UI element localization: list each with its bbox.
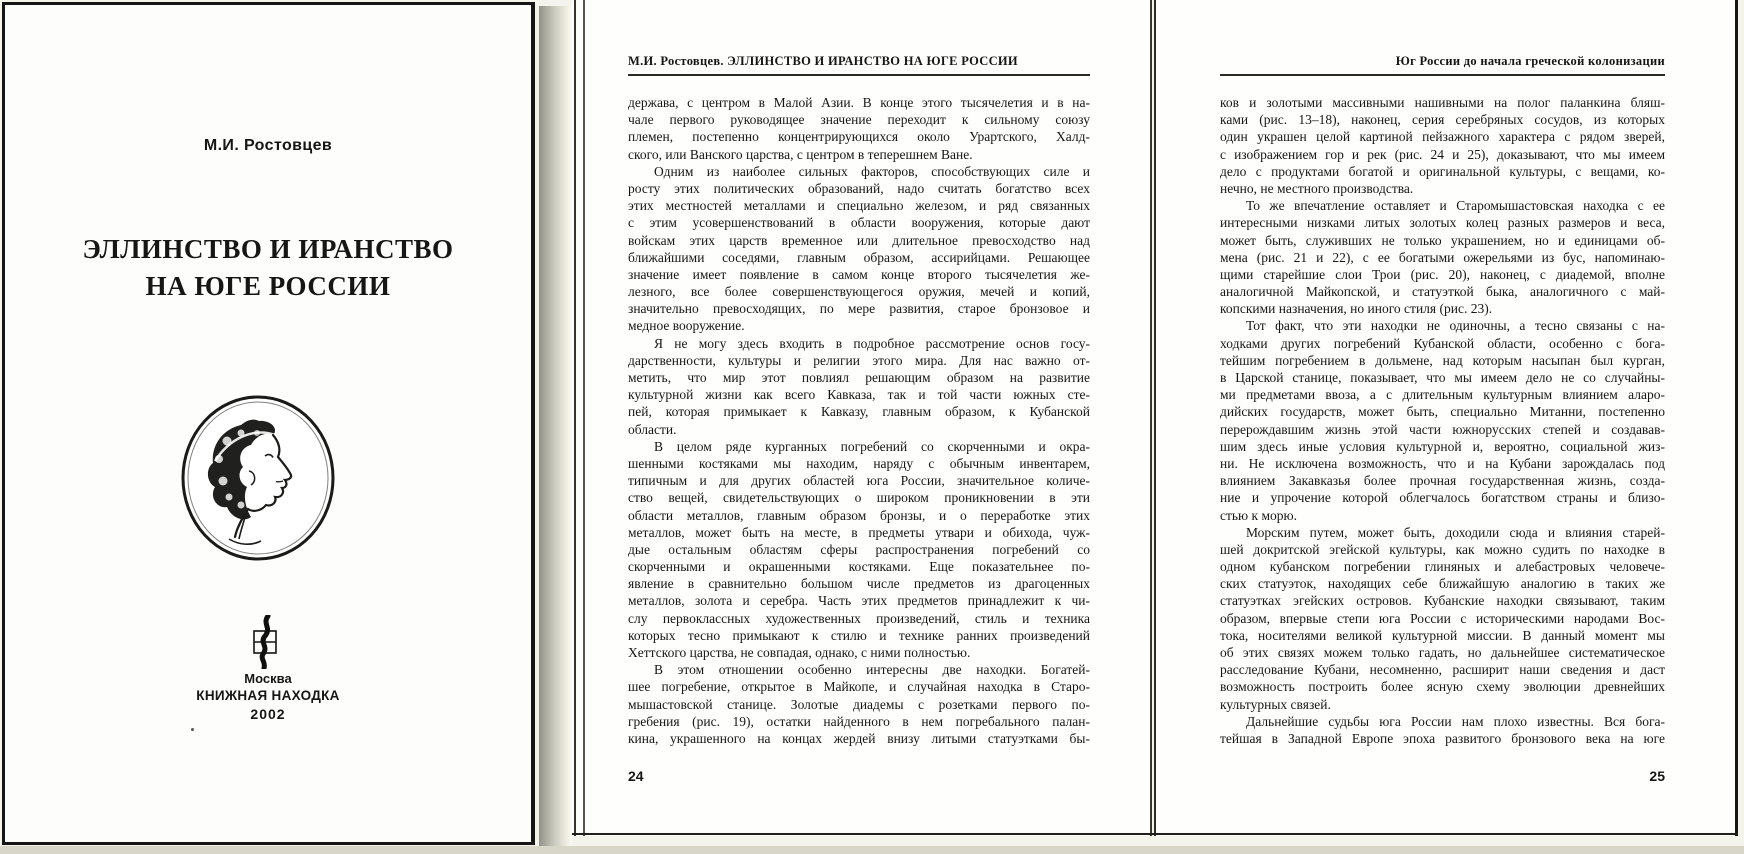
publisher-logo-icon: [251, 615, 279, 669]
gutter-line: [574, 0, 576, 836]
text-line: тейшая в Западной Европе эпоха развитого бронзового века на юге: [1220, 730, 1665, 746]
page-25-body: [1220, 94, 1665, 747]
page-24-scan: [572, 0, 1152, 836]
text-line: стью к морю.: [1220, 507, 1297, 523]
publisher-name: КНИЖНАЯ НАХОДКА: [196, 688, 340, 703]
book-title-line1: ЭЛЛИНСТВО И ИРАНСТВО: [82, 234, 454, 264]
publication-year: 2002: [250, 706, 286, 722]
text-line: об этих связях можем только гадать, но дальнейшее систематическое: [1220, 645, 1665, 660]
text-line: перерождавшим жизнь этой части южнорусских степей и создавав-: [1220, 421, 1665, 437]
text-line: дарственности, культуры и религии этого мира. Для нас важно от-: [628, 352, 1090, 368]
text-line: возможность построить более ясную схему эволюции древнейших: [1220, 679, 1665, 695]
text-line: скорченными и окрашенными костяками. Еще показательнее по-: [628, 559, 1090, 575]
book-title: [5, 231, 531, 305]
text-line: ние и упрочение которой облегчалось богатством страны и близо-: [1220, 490, 1665, 506]
text-line: ского, или Ванского царства, с центром в теперешнем Ване.: [628, 146, 973, 162]
text-line: интересными низками литых золотых колец разных размеров и веса,: [1220, 215, 1665, 231]
text-line: Хеттского царства, не совпадая, однако, с ними полностью.: [628, 645, 971, 660]
text-line: ками (рис. 13–18), наконец, серия серебряных сосудов, из которых: [1220, 112, 1665, 128]
running-header-right: Юг России до начала греческой колонизации: [1395, 54, 1665, 68]
text-line: тейшим погребением в дольмене, над которым насыпан был курган,: [1220, 352, 1665, 368]
text-line: металлов, может быть на месте, в предметы утвари и обихода, чуж-: [628, 524, 1090, 540]
text-line: образом, впервые степи юга России с историческими народами Вос-: [1220, 610, 1665, 626]
gutter-line: [583, 0, 585, 836]
text-line: дело с продуктами богатой и оригинальной культуры, с вещами, ко-: [1220, 163, 1665, 179]
text-line: держава, с центром в Малой Азии. В конце этого тысячелетия и в на-: [628, 95, 1090, 110]
text-line: явление в сравнительно большом числе предметов из драгоценных: [628, 576, 1090, 592]
text-line: войскам этих царств временное или длительное превосходство над: [628, 232, 1090, 248]
text-line: щими старейшие слои Трои (рис. 20), наконец, с диадемой, вполне: [1220, 266, 1665, 282]
text-line: Морским путем, может быть, доходили сюда и влияния старей-: [1246, 524, 1665, 540]
text-line: В целом ряде курганных погребений со скорченными и окра-: [654, 438, 1090, 454]
text-line: одном кубанском погребении глиняных и алебастровых человече-: [1220, 559, 1665, 575]
text-line: метить, что мир этот повлиял решающим образом на развитие: [628, 370, 1090, 385]
text-line: дые остальным областям сферы распространения погребений со: [628, 541, 1090, 557]
text-line: росту этих политических образований, надо считать богатство всех: [628, 180, 1090, 196]
text-line: лезного, все более совершенствующегося оружия, мечей и копий,: [628, 284, 1090, 300]
text-line: аналогичной Майкопской, и статуэткой быка, аналогичного с май-: [1220, 284, 1665, 300]
text-line: культурной жизни как всего Кавказа, так и той части южных сте-: [628, 387, 1090, 403]
text-line: области.: [628, 421, 677, 437]
text-line: тока, носителями великой культурной миссии. В данный момент мы: [1220, 627, 1665, 643]
page-25-scan: [1154, 0, 1738, 836]
book-title-line2: НА ЮГЕ РОССИИ: [145, 271, 391, 301]
publisher-city: Москва: [244, 671, 292, 686]
text-line: шенными костяками мы находим, наряду с обычным инвентарем,: [628, 455, 1090, 471]
text-line: нечно, не местного производства.: [1220, 180, 1414, 196]
text-line: дийских государств, может быть, специально Митанни, постепенно: [1220, 404, 1665, 420]
header-rule: [1220, 74, 1665, 76]
text-line: ских статуэток, находящих себе ближайшую аналогию в таких же: [1220, 576, 1665, 592]
text-line: один украшен целой картиной пейзажного характера с рядом зверей,: [1220, 129, 1665, 145]
text-line: в Царской станице, показывает, что мы имеем дело не со случайны-: [1220, 370, 1665, 385]
text-line: ство вещей, свидетельствующих о широком проникновении в эти: [628, 490, 1090, 506]
text-line: мышастовской станице. Золотые диадемы с розетками первого по-: [628, 696, 1090, 712]
text-line: ни. Не исключена возможность, что и на Кубани зарождалась под: [1220, 455, 1665, 471]
text-line: Одним из наиболее сильных факторов, способствующих силе и: [654, 163, 1090, 179]
page-24-body: [628, 94, 1090, 747]
text-line: области металлов, главным образом бронзы, и о переработке этих: [628, 507, 1090, 523]
scan-bottom-edge: [572, 833, 1738, 835]
text-line: шее погребение, открытое в Майкопе, и случайная находка в Старо-: [628, 679, 1090, 695]
page-number: 25: [1649, 768, 1665, 784]
scan-speck: [191, 728, 194, 731]
text-line: которых тесно примыкают к стилю и технике ранних произведений: [628, 627, 1090, 643]
lips: [276, 481, 283, 482]
text-line: с этим усовершенствований в области вооружения, которые дают: [628, 215, 1090, 231]
text-line: слу первоклассных художественных произведений, стиль и техника: [628, 610, 1090, 626]
header-rule: [628, 74, 1090, 76]
text-line: копскими назначения, но иного стиля (рис. 23).: [1220, 301, 1493, 317]
text-line: значительно превосходящих, по мере развития, старое бронзовое и: [628, 301, 1090, 317]
text-line: может быть, служивших не только украшением, но и единицами об-: [1220, 232, 1665, 248]
text-line: мена (рис. 21 и 22), с ее богатыми ожерельями из бус, напоминаю-: [1220, 249, 1665, 265]
page-number: 24: [628, 768, 644, 784]
text-line: расследование Кубани, несомненно, расширит наши сведения и даст: [1220, 662, 1665, 678]
text-line: влиянием Закавказья более прочная государственная жизнь, созда-: [1220, 473, 1665, 489]
text-line: типичным и для других областей юга России, значительное количе-: [628, 473, 1090, 489]
text-line: То же впечатление оставляет и Старомышастовская находка с ее: [1246, 198, 1665, 214]
title-page-scan: [2, 2, 535, 845]
text-line: Тот факт, что эти находки не одиночны, а тесно связаны с на-: [1246, 318, 1665, 334]
backdrop-strip: [0, 846, 1744, 854]
text-line: чале первого руководящее значение переходит к сильному союзу: [628, 112, 1090, 128]
text-line: ков и золотыми массивными нашивными на полог паланкина бляш-: [1220, 95, 1665, 110]
text-line: ми предметами ввоза, а с длительным культурным влиянием аларо-: [1220, 387, 1665, 403]
text-line: ближайшими соседями, главным образом, ассирийцами. Решающее: [628, 249, 1090, 265]
text-line: металлов, золота и серебра. Часть этих предметов принадлежит к чи-: [628, 593, 1090, 609]
text-line: племен, постепенно концентрирующихся около Урартского, Халд-: [628, 129, 1090, 145]
text-line: этих местностей металлами и специально железом, и ряд связанных: [628, 198, 1090, 214]
text-line: Я не могу здесь входить в подробное рассмотрение основ госу-: [654, 335, 1090, 351]
text-line: Дальнейшие судьбы юга России нам плохо известны. Вся бога-: [1246, 713, 1665, 729]
text-line: с изображением гор и рек (рис. 24 и 25), доказывают, что мы имеем: [1220, 146, 1665, 162]
author-name: М.И. Ростовцев: [203, 137, 333, 154]
text-line: гребения (рис. 19), остатки найденного в нем погребального палан-: [628, 713, 1090, 729]
text-line: значение имеет появление в самом конце второго тысячелетия же-: [628, 266, 1090, 282]
text-line: пей, которая примыкает к Кавказу, главным образом, к Кубанской: [628, 404, 1090, 420]
text-line: кина, украшенного на концах жердей внизу литыми статуэтками бы-: [628, 730, 1090, 746]
text-line: медное вооружение.: [628, 318, 745, 334]
text-line: шим здесь иные условия культурной и, вероятно, социальной жиз-: [1220, 438, 1665, 454]
running-header-left: М.И. Ростовцев. ЭЛЛИНСТВО И ИРАНСТВО НА ЮГЕ РОССИИ: [628, 54, 1018, 68]
page-gutter-shadow: [539, 6, 572, 846]
text-line: культурных связей.: [1220, 696, 1331, 712]
coin-illustration: [179, 393, 339, 565]
text-line: В этом отношении особенно интересны две находки. Богатей-: [654, 662, 1090, 678]
text-line: статуэтках эгейских островов. Кубанские находки связывают, таким: [1220, 593, 1665, 609]
text-line: шей докритской эгейской культуры, как можно судить по находке в: [1220, 541, 1665, 557]
text-line: ходками других погребений Кубанской области, особенно с бога-: [1220, 335, 1665, 351]
